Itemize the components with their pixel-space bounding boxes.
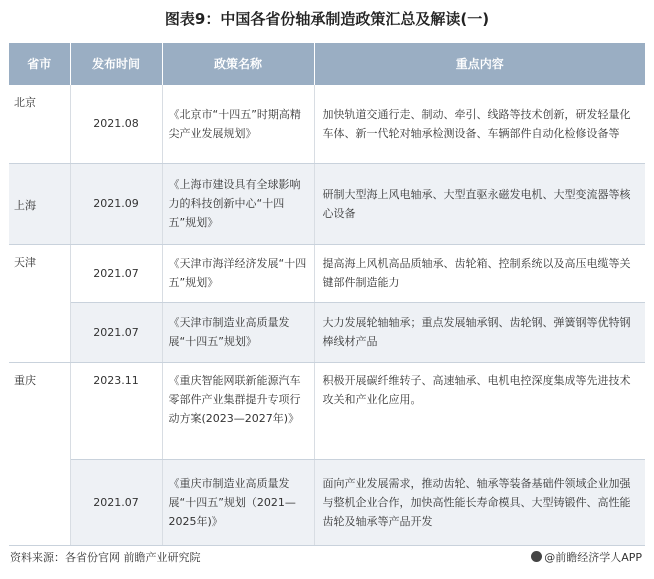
date-cell: 2023.11 — [70, 362, 162, 459]
province-cell: 北京 — [9, 85, 70, 163]
content-cell: 研制大型海上风电轴承、大型直驱永磁发电机、大型变流器等核心设备 — [314, 163, 645, 244]
policy-name-cell: 《北京市“十四五”时期高精尖产业发展规划》 — [162, 85, 314, 163]
header-province: 省市 — [9, 43, 70, 85]
content-cell: 加快轨道交通行走、制动、牵引、线路等技术创新，研发轻量化车体、新一代轮对轴承检测设备、车辆部件自动化检修设备等 — [314, 85, 645, 163]
policy-name-cell: 《天津市海洋经济发展“十四五”规划》 — [162, 244, 314, 302]
policy-table — [9, 43, 645, 546]
date-cell: 2021.07 — [70, 302, 162, 362]
table-row — [9, 244, 645, 302]
policy-name-cell: 《天津市制造业高质量发展“十四五”规划》 — [162, 302, 314, 362]
table-row — [9, 302, 645, 362]
table-row — [9, 362, 645, 459]
chart-title: 图表9：中国各省份轴承制造政策汇总及解读(一) — [164, 10, 490, 28]
policy-name-cell: 《重庆市制造业高质量发展“十四五”规划（2021—2025年)》 — [162, 459, 314, 545]
header-policy-name: 政策名称 — [162, 43, 314, 85]
source-note: 资料来源：各省份官网 前瞻产业研究院 — [10, 551, 201, 564]
table-header-row — [9, 43, 645, 85]
policy-name-cell: 《上海市建设具有全球影响力的科技创新中心“十四五”规划》 — [162, 163, 314, 244]
province-cell: 重庆 — [9, 362, 70, 545]
table-row — [9, 163, 645, 244]
header-key-content: 重点内容 — [314, 43, 645, 85]
policy-name-cell: 《重庆智能网联新能源汽车零部件产业集群提升专项行动方案(2023—2027年)》 — [162, 362, 314, 459]
table-row — [9, 85, 645, 163]
brand-credit-text: @前瞻经济学人APP — [544, 551, 642, 564]
date-cell: 2021.08 — [70, 85, 162, 163]
brand-credit — [531, 549, 642, 565]
content-cell: 面向产业发展需求，推动齿轮、轴承等装备基础件领域企业加强与整机企业合作，加快高性能长寿命模具、大型铸锻件、高性能齿轮及轴承等产品开发 — [314, 459, 645, 545]
date-cell: 2021.09 — [70, 163, 162, 244]
header-date: 发布时间 — [70, 43, 162, 85]
content-cell: 大力发展轮轴轴承；重点发展轴承钢、齿轮钢、弹簧钢等优特钢棒线材产品 — [314, 302, 645, 362]
content-cell: 积极开展碳纤维转子、高速轴承、电机电控深度集成等先进技术攻关和产业化应用。 — [314, 362, 645, 459]
content-cell: 提高海上风机高品质轴承、齿轮箱、控制系统以及高压电缆等关键部件制造能力 — [314, 244, 645, 302]
date-cell: 2021.07 — [70, 244, 162, 302]
date-cell: 2021.07 — [70, 459, 162, 545]
brand-logo-icon — [531, 551, 542, 562]
province-cell: 上海 — [9, 163, 70, 244]
table-row — [9, 459, 645, 545]
province-cell: 天津 — [9, 244, 70, 362]
